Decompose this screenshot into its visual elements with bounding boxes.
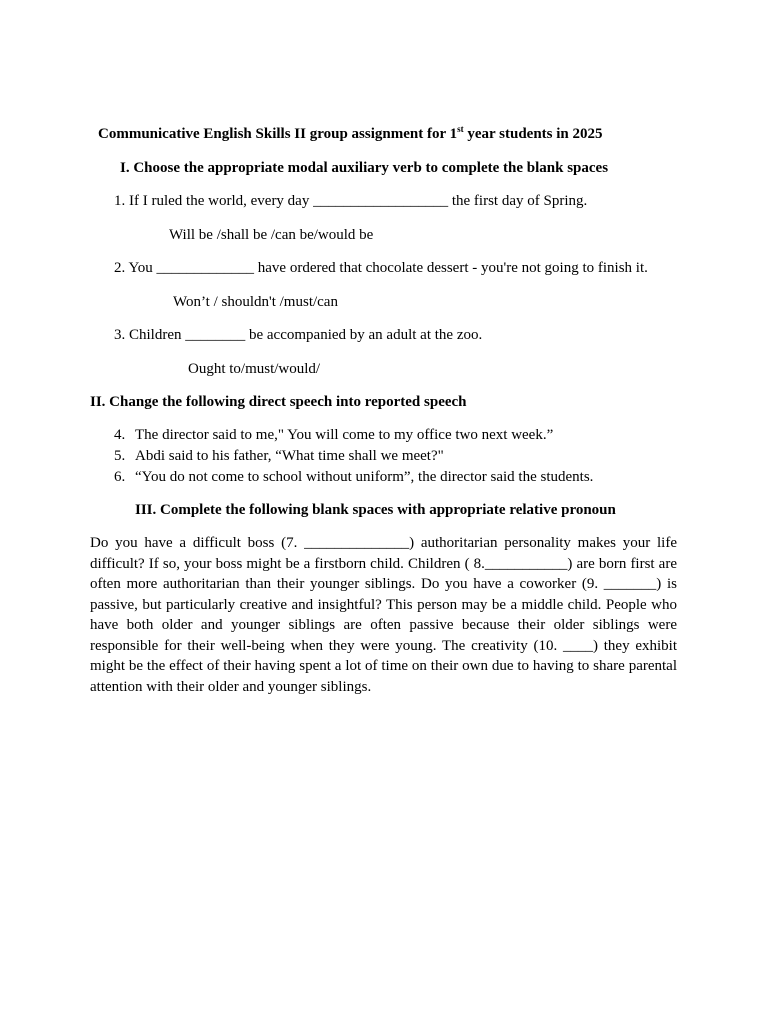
section-3-paragraph: Do you have a difficult boss (7. ______________) authoritarian personality makes your life difficult? If so, your boss might be a firstborn child. Children ( 8.___________) are born first are often more authoritarian than their younger siblings. Do you have a coworker (9. _______) is passive, but particularly creative and insightful? This person may be a middle child. People who have both older and younger siblings are often passive because their older siblings were responsible for their well-being when they were young. The creativity (10. ____) they exhibit might be the effect of their having spent a lot of time on their own due to having to share parental attention with their older and younger siblings.	[90, 535, 677, 695]
question-1: 1. If I ruled the world, every day __________________ the first day of Spring.	[114, 193, 588, 209]
title-superscript: st	[457, 124, 464, 134]
list-item-num: 4.	[114, 427, 126, 443]
question-3-options: Ought to/must/would/	[188, 361, 321, 377]
list-item: The director said to me," You will come to my office two next week.”	[135, 427, 554, 443]
title-text-end: year students in 2025	[463, 126, 603, 142]
question-2-options: Won’t / shouldn't /must/can	[173, 294, 338, 310]
document-title	[98, 124, 603, 144]
list-item: “You do not come to school without uniform”, the director said the students.	[135, 469, 594, 485]
list-item-num: 5.	[114, 448, 126, 464]
question-2: 2. You _____________ have ordered that chocolate dessert - you're not going to finish it.	[114, 260, 648, 276]
list-item: Abdi said to his father, “What time shall we meet?"	[135, 448, 444, 464]
section-1-heading: I. Choose the appropriate modal auxiliary verb to complete the blank spaces	[120, 160, 609, 176]
section-3-heading: III. Complete the following blank spaces with appropriate relative pronoun	[135, 502, 616, 518]
title-text: Communicative English Skills II group assignment for 1	[98, 126, 458, 142]
question-1-options: Will be /shall be /can be/would be	[169, 227, 374, 243]
list-item-num: 6.	[114, 469, 126, 485]
section-2-heading: II. Change the following direct speech into reported speech	[90, 394, 467, 410]
question-3: 3. Children ________ be accompanied by an adult at the zoo.	[114, 327, 483, 343]
